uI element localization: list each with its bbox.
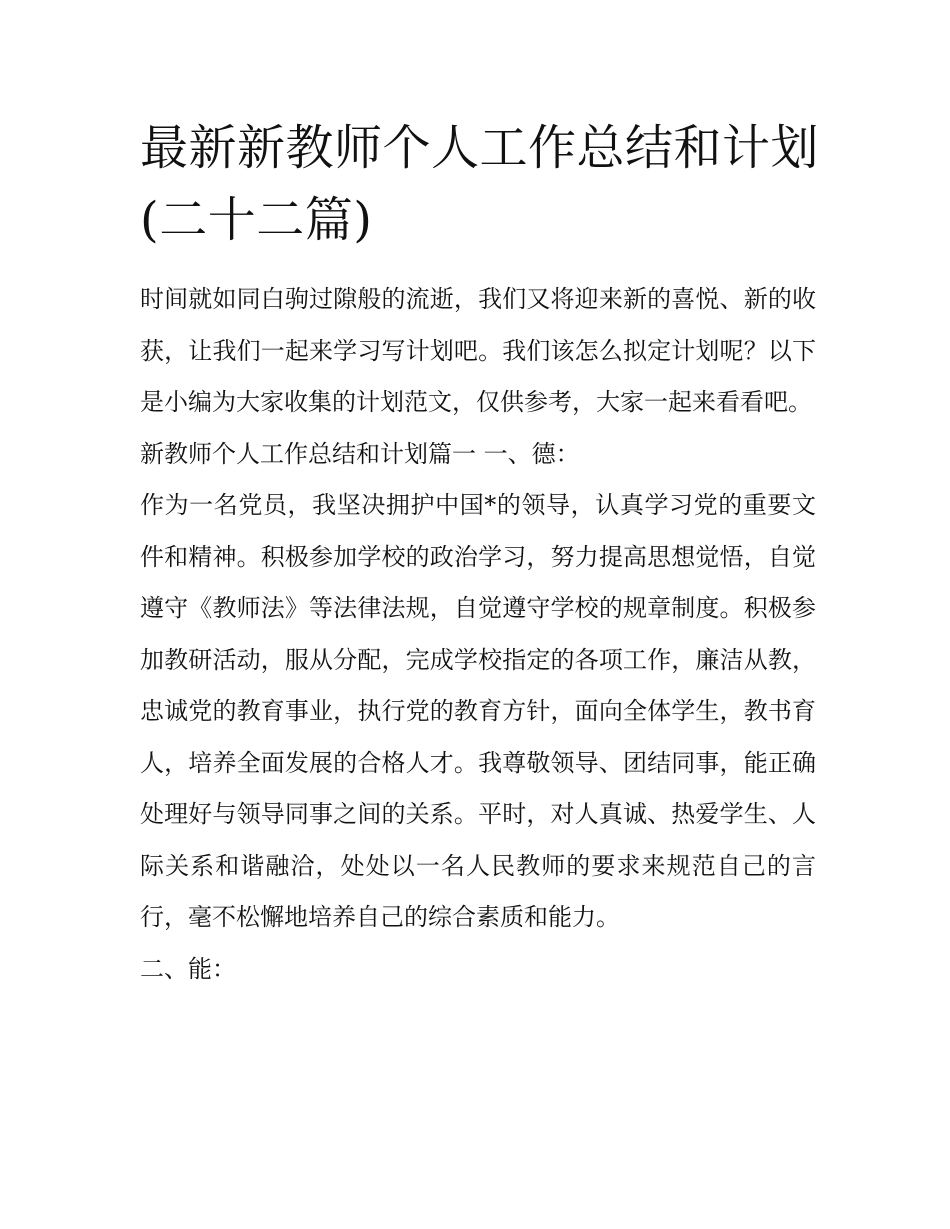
virtue-paragraph: 作为一名党员，我坚决拥护中国*的领导，认真学习党的重要文件和精神。积极参加学校的政治学习，努力提高思想觉悟，自觉遵守《教师法》等法律法规，自觉遵守学校的规章制度。积极参加教研活动，服从分配，完成学校指定的各项工作，廉洁从教，忠诚党的教育事业，执行党的教育方针，面向全体学生，教书育人，培养全面发展的合格人才。我尊敬领导、团结同事，能正确处理好与领导同事之间的关系。平时，对人真诚、热爱学生、人际关系和谐融洽，处处以一名人民教师的要求来规范自己的言行，毫不松懈地培养自己的综合素质和能力。 [140,491,816,931]
document-body [140,274,816,995]
intro-paragraph: 时间就如同白驹过隙般的流逝，我们又将迎来新的喜悦、新的收获，让我们一起来学习写计划吧。我们该怎么拟定计划呢？以下是小编为大家收集的计划范文，仅供参考，大家一起来看看吧。 [140,285,816,416]
document-title: 最新新教师个人工作总结和计划(二十二篇) [140,120,820,248]
section-heading-1: 新教师个人工作总结和计划篇一 一、德： [140,439,580,468]
section-heading-2: 二、能： [140,954,236,983]
